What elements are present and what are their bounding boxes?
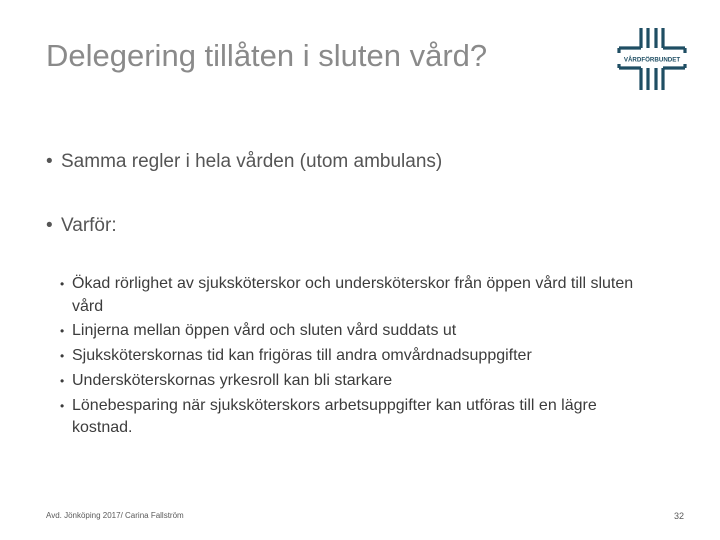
page-number: 32 <box>673 511 684 521</box>
sub-bullet-item <box>60 273 660 318</box>
bullet-dot: • <box>46 151 53 172</box>
sub-bullet-list <box>60 273 660 442</box>
bullet-item <box>46 151 442 173</box>
bullet-dot: • <box>60 349 65 364</box>
sub-bullet-text: Lönebesparing när sjuksköterskors arbetsuppgifter kan utföras till en lägre kostnad. <box>72 396 597 437</box>
bullet-dot: • <box>60 373 65 388</box>
bullet-dot: • <box>60 324 65 339</box>
bullet-dot: • <box>60 398 65 413</box>
bullet-dot: • <box>60 277 65 291</box>
vardforbundet-logo <box>617 26 687 92</box>
sub-bullet-text: Linjerna mellan öppen vård och sluten vård suddats ut <box>72 322 457 340</box>
sub-bullet-item <box>60 345 660 368</box>
sub-bullet-text: Sjuksköterskornas tid kan frigöras till andra omvårdnadsuppgifter <box>72 347 532 365</box>
bullet-item <box>46 215 117 237</box>
bullet-text: Samma regler i hela vården (utom ambulans) <box>61 151 443 172</box>
bullet-dot: • <box>46 215 53 236</box>
sub-bullet-item <box>60 320 660 343</box>
slide-title: Delegering tillåten i sluten vård? <box>46 38 488 73</box>
sub-bullet-item <box>60 395 660 440</box>
sub-bullet-item <box>60 370 660 393</box>
logo-text: VÅRDFÖRBUNDET <box>623 56 681 64</box>
sub-bullet-text: Undersköterskornas yrkesroll kan bli starkare <box>72 371 393 389</box>
bullet-text: Varför: <box>61 215 117 236</box>
sub-bullet-text: Ökad rörlighet av sjuksköterskor och undersköterskor från öppen vård till sluten vård <box>72 275 634 315</box>
footer-credit: Avd. Jönköping 2017/ Carina Fallström <box>46 511 184 520</box>
